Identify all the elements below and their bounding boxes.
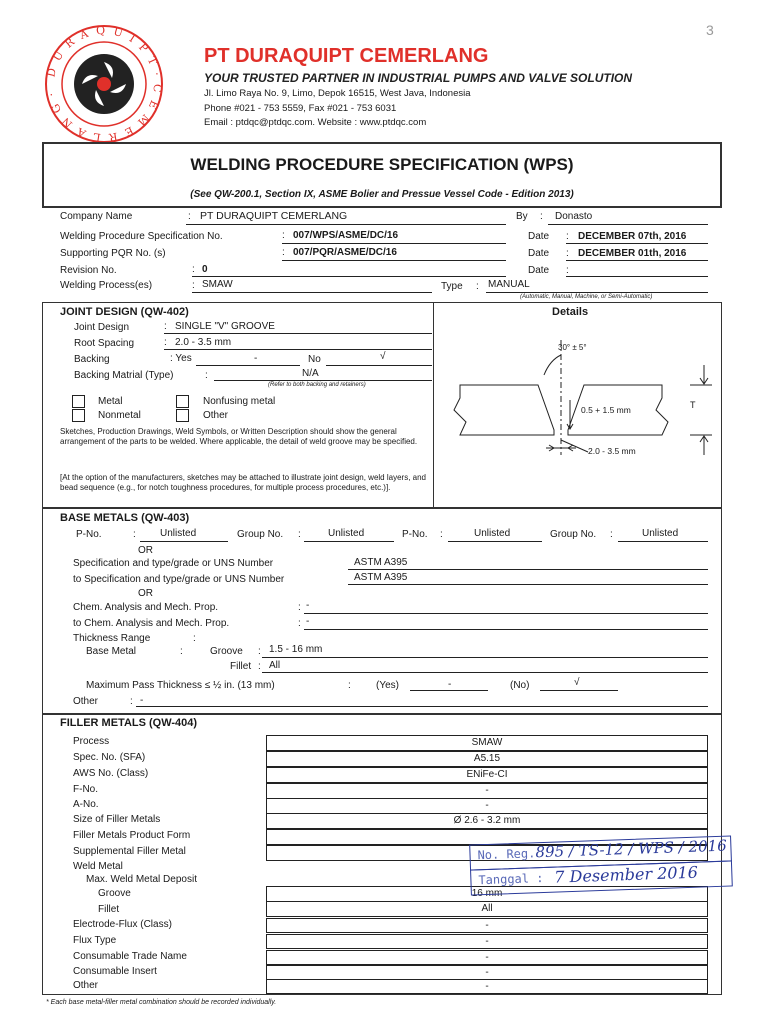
chem-label: Chem. Analysis and Mech. Prop. xyxy=(73,602,219,613)
backing-note: (Refer to both backing and retainers) xyxy=(268,382,366,388)
nonmetal-checkbox[interactable] xyxy=(72,409,85,422)
filler-row-value: - xyxy=(485,981,489,992)
date2-label: Date xyxy=(528,248,550,259)
address: Jl. Limo Raya No. 9, Limo, Depok 16515, West Java, Indonesia xyxy=(204,88,471,99)
email: Email : ptdqc@ptdqc.com. Website : www.ptdqc.com xyxy=(204,117,427,128)
base-heading: BASE METALS (QW-403) xyxy=(60,512,190,524)
filler-row-cell xyxy=(266,813,708,829)
page-subtitle: (See QW-200.1, Section IX, ASME Bolier and Pressue Vessel Code - Edition 2013) xyxy=(190,189,574,200)
underline xyxy=(140,541,228,542)
type-value: MANUAL xyxy=(488,279,530,290)
base-other-label: Other xyxy=(73,696,99,707)
group2-label: Group No. xyxy=(550,529,597,540)
max-no-label: (No) xyxy=(510,680,530,691)
underline xyxy=(262,657,708,658)
max-yes-value: - xyxy=(448,679,452,690)
max-yes-label: (Yes) xyxy=(376,680,399,691)
nonfusing-checkbox[interactable] xyxy=(176,395,189,408)
filler-row-value: Ø 2.6 - 3.2 mm xyxy=(453,815,521,826)
colon: : xyxy=(476,281,479,292)
pno2-label: P-No. xyxy=(402,529,428,540)
backing-yes-value: - xyxy=(254,353,258,364)
company-label: Company Name xyxy=(60,211,133,222)
filler-row-value: ENiFe-CI xyxy=(466,769,508,780)
colon: : xyxy=(566,265,569,276)
date3-label: Date xyxy=(528,265,550,276)
underline xyxy=(348,569,708,570)
filler-row-value: A5.15 xyxy=(473,753,501,764)
pno-value: Unlisted xyxy=(160,528,197,539)
underline xyxy=(282,260,506,261)
page-title: WELDING PROCEDURE SPECIFICATION (WPS) xyxy=(190,155,574,174)
filler-row-label: Consumable Trade Name xyxy=(73,951,187,962)
land-label: 0.5 + 1.5 mm xyxy=(581,405,631,415)
underline xyxy=(410,690,488,691)
filler-fillet-value: All xyxy=(481,903,493,914)
filler-row-label: Supplemental Filler Metal xyxy=(73,846,186,857)
max-deposit-label: Max. Weld Metal Deposit xyxy=(86,874,197,885)
revision-value: 0 xyxy=(202,264,208,275)
process-value: SMAW xyxy=(202,279,233,290)
underline xyxy=(282,243,506,244)
to-chem-value: - xyxy=(306,616,310,627)
pqr-value: 007/PQR/ASME/DC/16 xyxy=(293,247,397,258)
underline xyxy=(566,260,708,261)
colon: : xyxy=(282,230,285,241)
filler-row-cell xyxy=(266,751,708,767)
joint-design-label: Joint Design xyxy=(74,322,130,333)
filler-row-label: Flux Type xyxy=(73,935,117,946)
joint-divider xyxy=(433,302,434,508)
underline xyxy=(326,365,432,366)
underline xyxy=(164,349,432,350)
underline xyxy=(186,224,506,225)
company-name: PT DURAQUIPT CEMERLANG xyxy=(204,45,489,67)
underline xyxy=(548,224,708,225)
joint-heading: JOINT DESIGN (QW-402) xyxy=(60,306,189,318)
colon: : xyxy=(180,646,183,657)
underline xyxy=(196,365,300,366)
filler-row-value: - xyxy=(485,952,489,963)
underline xyxy=(192,276,506,277)
filler-row-label: Consumable Insert xyxy=(73,966,157,977)
to-chem-label: to Chem. Analysis and Mech. Prop. xyxy=(73,618,230,629)
filler-row-label: Process xyxy=(73,736,110,747)
underline xyxy=(304,613,708,614)
group-value: Unlisted xyxy=(328,528,365,539)
footnote: * Each base metal-filler metal combination should be recorded individually. xyxy=(46,999,277,1006)
groove-label: Groove xyxy=(210,646,243,657)
colon: : xyxy=(258,661,261,672)
fillet-value: All xyxy=(269,660,281,671)
filler-groove-label: Groove xyxy=(98,888,131,899)
to-spec-value: ASTM A395 xyxy=(354,572,408,583)
filler-fillet-label: Fillet xyxy=(98,904,120,915)
joint-design-value: SINGLE "V" GROOVE xyxy=(175,321,275,332)
colon: : xyxy=(298,618,301,629)
wps-value: 007/WPS/ASME/DC/16 xyxy=(293,230,399,241)
stamp-reg-value: 895 / TS-12 / WPS / 2016 xyxy=(535,836,728,862)
underline xyxy=(618,541,708,542)
thickness-range-label: Thickness Range xyxy=(73,633,151,644)
or-label-2: OR xyxy=(138,588,153,599)
spec-label: Specification and type/grade or UNS Number xyxy=(73,558,274,569)
colon: : xyxy=(298,529,301,540)
underline xyxy=(262,672,708,673)
colon: : xyxy=(298,602,301,613)
filler-row-label: F-No. xyxy=(73,784,98,795)
underline xyxy=(348,584,708,585)
other-label: Other xyxy=(203,410,229,421)
filler-row-cell xyxy=(266,767,708,783)
company-value: PT DURAQUIPT CEMERLANG xyxy=(200,210,348,222)
spec-value: ASTM A395 xyxy=(354,557,408,568)
stamp-date-label: Tanggal : xyxy=(478,871,544,888)
revision-label: Revision No. xyxy=(60,265,117,276)
colon: : xyxy=(566,248,569,259)
date1-value: DECEMBER 07th, 2016 xyxy=(578,231,687,242)
filler-row-cell xyxy=(266,965,708,980)
filler-heading: FILLER METALS (QW-404) xyxy=(60,717,198,729)
filler-row-value: - xyxy=(485,920,489,931)
pno2-value: Unlisted xyxy=(474,528,511,539)
underline xyxy=(192,292,432,293)
underline xyxy=(164,333,432,334)
filler-row-value: - xyxy=(485,967,489,978)
max-pass-label: Maximum Pass Thickness ≤ ½ in. (13 mm) xyxy=(86,680,275,691)
type-label: Type xyxy=(441,281,463,292)
colon: : xyxy=(192,264,195,275)
root-value: 2.0 - 3.5 mm xyxy=(175,337,232,348)
filler-row-cell xyxy=(266,979,708,994)
colon: : xyxy=(133,529,136,540)
filler-row-label: Other xyxy=(73,980,99,991)
colon: : xyxy=(188,211,191,222)
stamp-reg-label: No. Reg. xyxy=(477,846,536,863)
backing-label: Backing xyxy=(74,354,110,365)
registration-stamp xyxy=(469,835,733,896)
filler-row-label: A-No. xyxy=(73,799,99,810)
colon: : xyxy=(130,696,133,707)
group-label: Group No. xyxy=(237,529,284,540)
colon: : xyxy=(566,231,569,242)
base-other-value: - xyxy=(140,695,144,706)
fillet-label: Fillet xyxy=(230,661,252,672)
weld-metal-label: Weld Metal xyxy=(73,861,123,872)
filler-row-label: Size of Filler Metals xyxy=(73,814,161,825)
underline xyxy=(486,292,708,293)
filler-row-cell xyxy=(266,798,708,814)
phone: Phone #021 - 753 5559, Fax #021 - 753 6031 xyxy=(204,103,397,114)
colon: : xyxy=(440,529,443,540)
filler-row-value: - xyxy=(485,785,489,796)
date1-label: Date xyxy=(528,231,550,242)
colon: : xyxy=(192,280,195,291)
filler-row-cell xyxy=(266,783,708,799)
joint-paragraph-1: Sketches, Production Drawings, Weld Symbols, or Written Description should show the general arrangement of the parts to be welded. Where applicable, the detail of weld groove may be specified. xyxy=(60,427,418,446)
gap-label: 2.0 - 3.5 mm xyxy=(588,446,636,456)
type-note: (Automatic, Manual, Machine, or Semi-Automatic) xyxy=(520,294,653,300)
filler-fillet-cell xyxy=(266,901,708,917)
nonfusing-label: Nonfusing metal xyxy=(203,396,276,407)
wps-label: Welding Procedure Specification No. xyxy=(60,231,223,242)
nonmetal-label: Nonmetal xyxy=(98,410,141,421)
underline xyxy=(448,541,542,542)
group2-value: Unlisted xyxy=(642,528,679,539)
underline xyxy=(540,690,618,691)
filler-row-value: SMAW xyxy=(471,737,503,748)
filler-row-value: - xyxy=(485,800,489,811)
underline xyxy=(304,541,394,542)
page-mark: 3 xyxy=(706,22,714,38)
filler-row-cell xyxy=(266,918,708,933)
filler-row-label: AWS No. (Class) xyxy=(73,768,149,779)
angle-label: 30° ± 5° xyxy=(558,343,587,352)
underline xyxy=(566,276,708,277)
filler-row-cell xyxy=(266,950,708,965)
company-logo xyxy=(42,22,166,146)
groove-value: 1.5 - 16 mm xyxy=(269,644,323,655)
root-label: Root Spacing xyxy=(74,338,135,349)
to-spec-label: to Specification and type/grade or UNS Number xyxy=(73,574,285,585)
backing-material-label: Backing Matrial (Type) xyxy=(74,370,174,381)
filler-row-value: - xyxy=(485,936,489,947)
filler-row-cell xyxy=(266,934,708,949)
other-checkbox[interactable] xyxy=(176,409,189,422)
colon: : xyxy=(205,370,208,381)
backing-yes-label: : Yes xyxy=(170,353,192,364)
underline xyxy=(136,706,708,707)
underline xyxy=(214,380,432,381)
colon: : xyxy=(193,633,196,644)
filler-row-label: Spec. No. (SFA) xyxy=(73,752,146,763)
colon: : xyxy=(540,211,543,222)
filler-row-cell xyxy=(266,735,708,751)
details-heading: Details xyxy=(552,306,589,318)
chem-value: - xyxy=(306,600,310,611)
colon: : xyxy=(164,321,167,332)
max-no-value: √ xyxy=(574,677,580,688)
or-label-1: OR xyxy=(138,545,153,556)
joint-paragraph-2: [At the option of the manufacturers, sketches may be attached to illustrate joint design, weld layers, and bead sequence (e.g., for notch toughness procedures, for multiple process procedures, etc.)]. xyxy=(60,473,426,492)
base-metal-label: Base Metal xyxy=(86,646,137,657)
process-label: Welding Process(es) xyxy=(60,280,153,291)
filler-groove-value: 16 mm xyxy=(471,888,503,899)
filler-row-label: Electrode-Flux (Class) xyxy=(73,919,172,930)
filler-row-label: Filler Metals Product Form xyxy=(73,830,191,841)
colon: : xyxy=(282,247,285,258)
metal-checkbox[interactable] xyxy=(72,395,85,408)
colon: : xyxy=(348,680,351,691)
pqr-label: Supporting PQR No. (s) xyxy=(60,248,166,259)
thickness-label: T xyxy=(690,400,696,410)
metal-label: Metal xyxy=(98,396,123,407)
colon: : xyxy=(258,646,261,657)
tagline: YOUR TRUSTED PARTNER IN INDUSTRIAL PUMPS AND VALVE SOLUTION xyxy=(204,71,633,85)
by-value: Donasto xyxy=(555,211,593,222)
pno-label: P-No. xyxy=(76,529,102,540)
underline xyxy=(566,243,708,244)
date2-value: DECEMBER 01th, 2016 xyxy=(578,248,687,259)
backing-material-value: N/A xyxy=(302,368,319,379)
backing-no-label: No xyxy=(308,354,321,365)
backing-no-value: √ xyxy=(380,351,386,362)
svg-text:D U R A Q U I P T · C E M E R: D U R A Q U I P T · C E M E R L A N G · xyxy=(44,23,165,145)
colon: : xyxy=(164,337,167,348)
stamp-date-value: 7 Desember 2016 xyxy=(554,862,699,887)
colon: : xyxy=(610,529,613,540)
underline xyxy=(304,629,708,630)
by-label: By xyxy=(516,211,528,222)
